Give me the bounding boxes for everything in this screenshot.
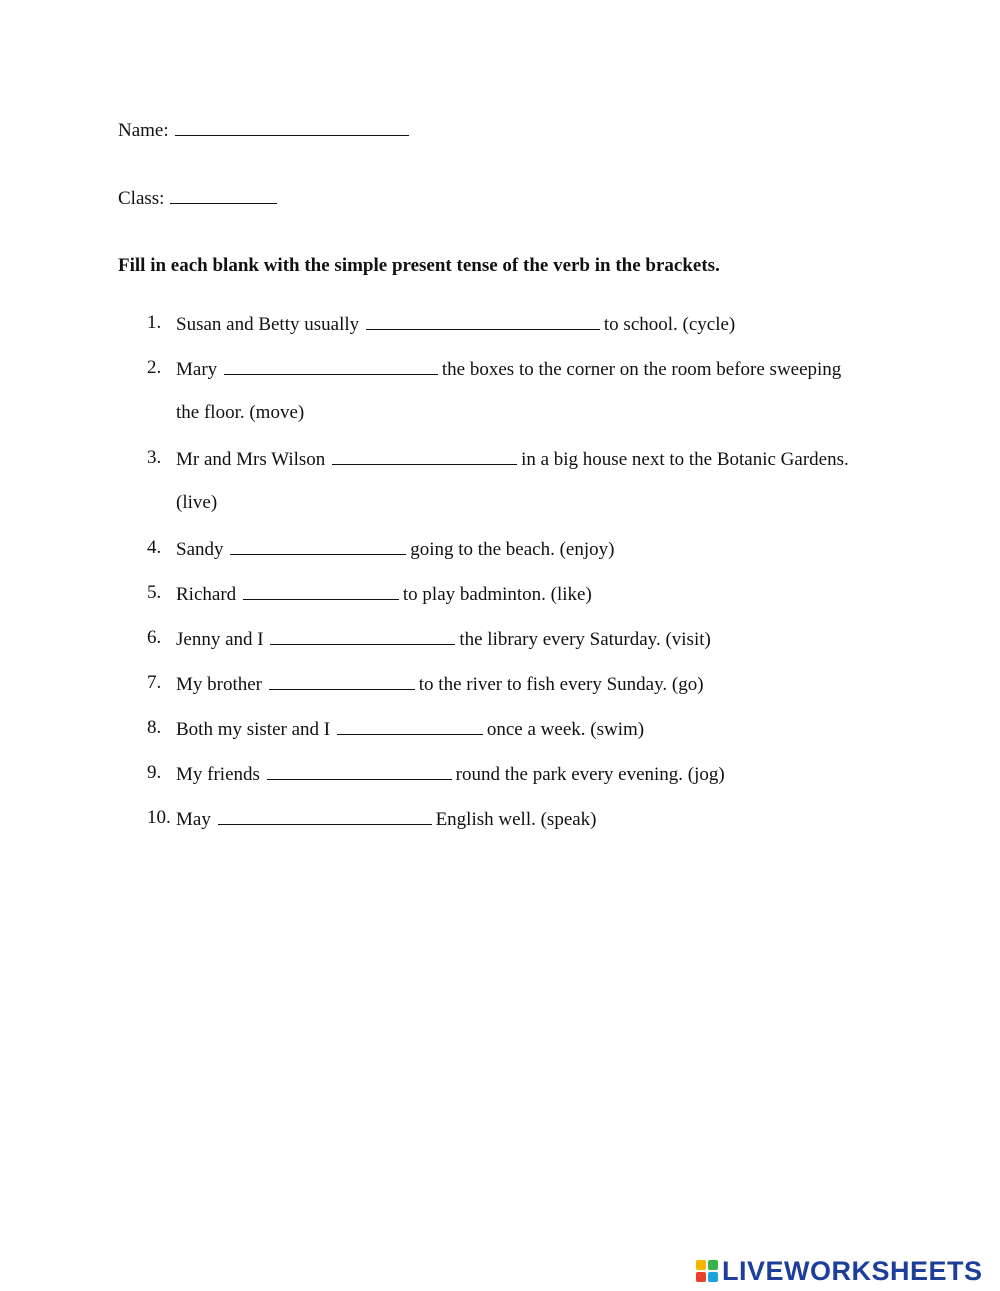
question-before: My brother: [176, 674, 263, 695]
name-blank[interactable]: [175, 117, 409, 136]
question-after: once a week. (swim): [486, 719, 645, 740]
answer-blank-9[interactable]: [267, 761, 452, 780]
question-text: [176, 806, 597, 832]
question-number: 7.: [147, 672, 162, 693]
name-field-row: [118, 117, 409, 143]
answer-blank-6[interactable]: [270, 626, 455, 645]
class-blank[interactable]: [170, 185, 277, 204]
answer-blank-10[interactable]: [218, 806, 432, 825]
question-after: the library every Saturday. (visit): [459, 629, 711, 650]
question-text: [176, 356, 841, 382]
logo-block: [696, 1272, 706, 1282]
logo-block: [708, 1272, 718, 1282]
question-before: May: [176, 809, 211, 830]
question-number: 4.: [147, 537, 162, 558]
question-text: [176, 626, 711, 652]
question-before: Richard: [176, 584, 237, 605]
answer-blank-2[interactable]: [224, 356, 438, 375]
question-after: to school. (cycle): [603, 314, 736, 335]
logo-block: [696, 1260, 706, 1270]
question-number: 9.: [147, 762, 162, 783]
question-continuation: (live): [176, 492, 218, 513]
question-before: Susan and Betty usually: [176, 314, 360, 335]
question-before: Mary: [176, 359, 218, 380]
question-number: 5.: [147, 582, 162, 603]
logo-text: LIVEWORKSHEETS: [722, 1256, 983, 1286]
question-after: going to the beach. (enjoy): [410, 539, 615, 560]
question-text: [176, 716, 644, 742]
answer-blank-5[interactable]: [243, 581, 399, 600]
answer-blank-4[interactable]: [230, 536, 406, 555]
question-text: [176, 446, 849, 472]
question-after: the boxes to the corner on the room before sweeping: [441, 359, 842, 380]
question-continuation: the floor. (move): [176, 402, 305, 423]
question-text: [176, 671, 704, 697]
instructions: Fill in each blank with the simple present tense of the verb in the brackets.: [118, 255, 720, 276]
question-before: Jenny and I: [176, 629, 264, 650]
logo-block: [708, 1260, 718, 1270]
class-field-row: [118, 185, 277, 211]
question-text: [176, 581, 592, 607]
answer-blank-1[interactable]: [366, 311, 600, 330]
answer-blank-7[interactable]: [269, 671, 415, 690]
question-number: 3.: [147, 447, 162, 468]
question-number: 8.: [147, 717, 162, 738]
class-label: Class:: [118, 188, 165, 209]
question-after: English well. (speak): [435, 809, 597, 830]
question-before: My friends: [176, 764, 260, 785]
liveworksheets-logo: [696, 1256, 983, 1286]
logo-blocks-icon: [696, 1260, 718, 1282]
question-after: round the park every evening. (jog): [455, 764, 725, 785]
question-number: 2.: [147, 357, 162, 378]
question-before: Sandy: [176, 539, 224, 560]
question-number: 6.: [147, 627, 162, 648]
question-before: Both my sister and I: [176, 719, 331, 740]
question-number: 1.: [147, 312, 162, 333]
question-after: in a big house next to the Botanic Gardens.: [521, 449, 849, 470]
answer-blank-3[interactable]: [332, 446, 517, 465]
question-after: to play badminton. (like): [402, 584, 592, 605]
question-before: Mr and Mrs Wilson: [176, 449, 326, 470]
question-text: [176, 536, 614, 562]
answer-blank-8[interactable]: [337, 716, 483, 735]
question-text: [176, 311, 735, 337]
question-after: to the river to fish every Sunday. (go): [418, 674, 704, 695]
question-number: 10.: [147, 807, 171, 828]
question-text: [176, 761, 725, 787]
name-label: Name:: [118, 120, 169, 141]
